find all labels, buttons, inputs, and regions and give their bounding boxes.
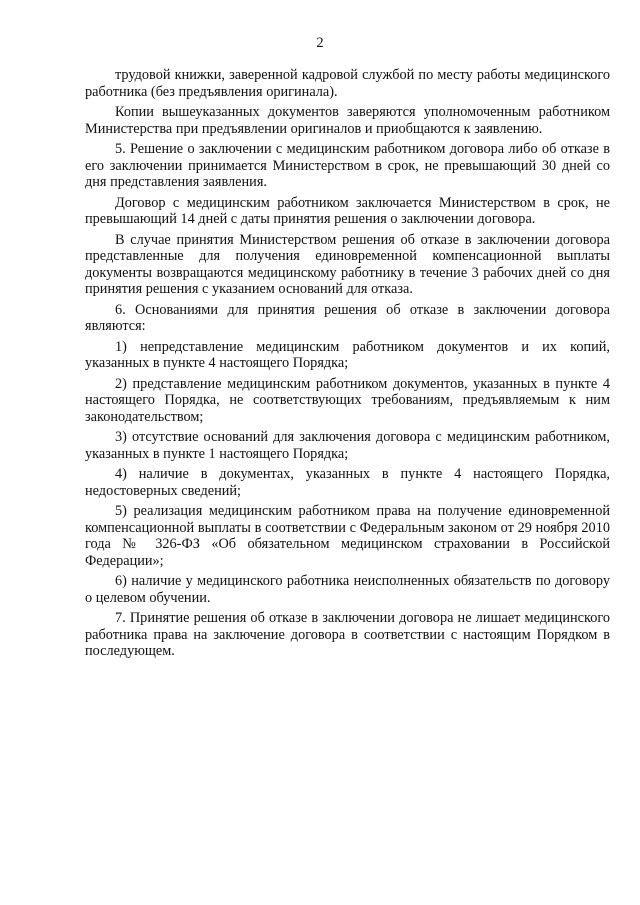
list-item-ground-3: 3) отсутствие оснований для заключения договора с медицинским работником, указанных в пункте 1 настоящего Порядка; — [85, 429, 610, 462]
list-item-ground-5: 5) реализация медицинским работником права на получение единовременной компенсационной выплаты в соответствии с Федеральным законом от 29 ноября 2010 года № 326-ФЗ «Об обязательном медицинском страховании в Российской Федерации»; — [85, 503, 610, 569]
paragraph-refusal-return-documents: В случае принятия Министерством решения об отказе в заключении договора представленные для получения единовременной компенсационной выплаты документы возвращаются медицинскому работнику в течение 3 рабочих дней со дня принятия решения с указанием оснований для отказа. — [85, 231, 610, 297]
list-item-ground-1: 1) непредставление медицинским работником документов и их копий, указанных в пункте 4 настоящего Порядка; — [85, 338, 610, 371]
list-item-ground-2: 2) представление медицинским работником документов, указанных в пункте 4 настоящего Порядка, не соответствующих требованиям, предъявляемым к ним законодательством; — [85, 375, 610, 425]
paragraph-work-record-continuation: трудовой книжки, заверенной кадровой службой по месту работы медицинского работника (без предъявления оригинала). — [85, 67, 610, 100]
list-item-ground-6: 6) наличие у медицинского работника неисполненных обязательств по договору о целевом обучении. — [85, 573, 610, 606]
paragraph-clause-6-refusal-grounds: 6. Основаниями для принятия решения об отказе в заключении договора являются: — [85, 301, 610, 334]
paragraph-document-copies: Копии вышеуказанных документов заверяются уполномоченным работником Министерства при предъявлении оригиналов и приобщаются к заявлению. — [85, 104, 610, 137]
paragraph-clause-7: 7. Принятие решения об отказе в заключении договора не лишает медицинского работника права на заключение договора в соответствии с настоящим Порядком в последующем. — [85, 610, 610, 659]
list-item-ground-4: 4) наличие в документах, указанных в пункте 4 настоящего Порядка, недостоверных сведений; — [85, 466, 610, 499]
paragraph-clause-5-decision-term: 5. Решение о заключении с медицинским работником договора либо об отказе в его заключении принимается Министерством в срок, не превышающий 30 дней со дня представления заявления. — [85, 141, 610, 190]
document-body — [85, 67, 610, 664]
paragraph-contract-term: Договор с медицинским работником заключается Министерством в срок, не превышающий 14 дней с даты принятия решения о заключении договора. — [85, 194, 610, 227]
page-number: 2 — [316, 35, 324, 51]
